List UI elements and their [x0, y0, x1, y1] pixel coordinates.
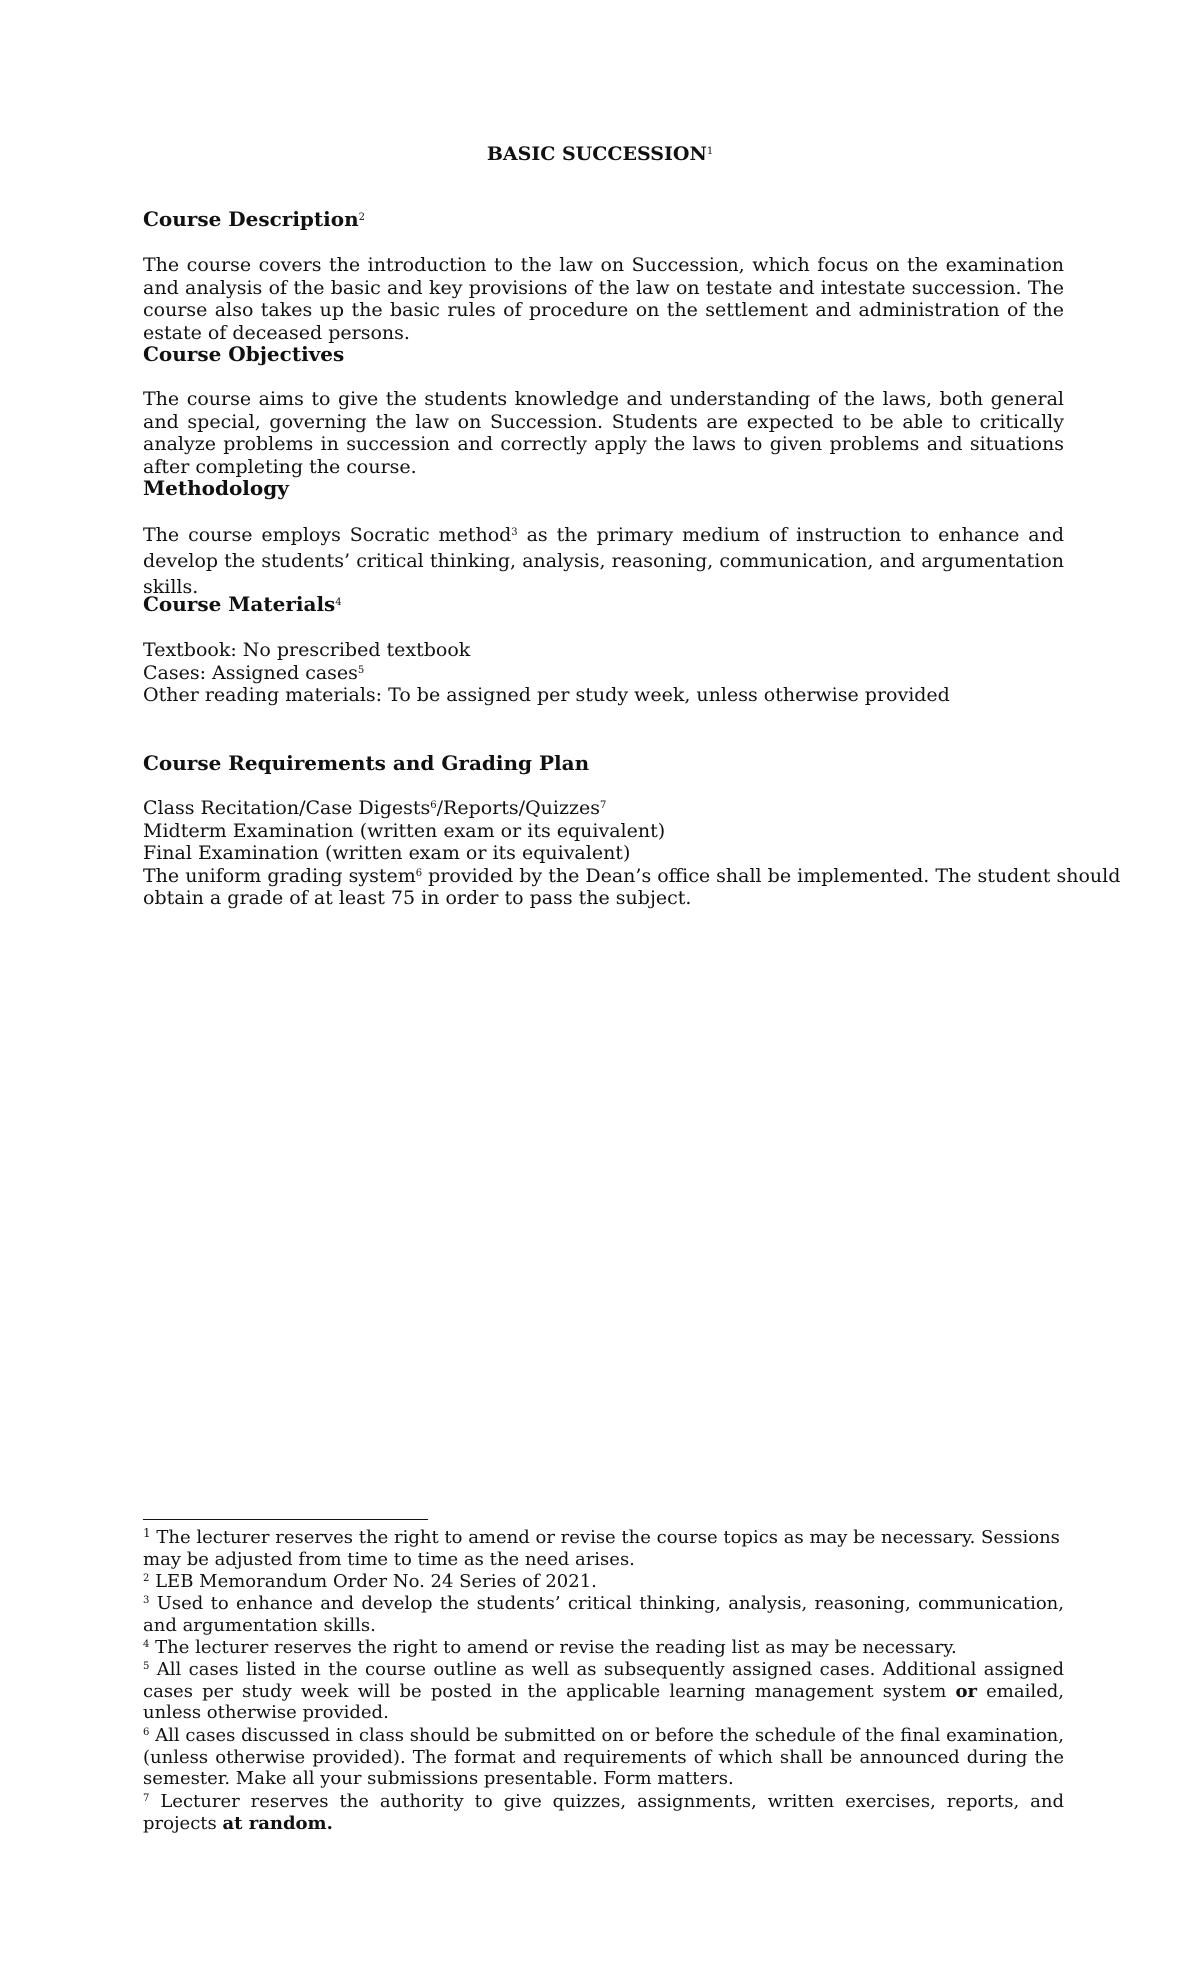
methodology-text-part-a: The course employs Socratic method — [143, 524, 512, 546]
footnote-7-number: 7 — [143, 1793, 150, 1804]
footnote-7-bold: at random. — [222, 1812, 333, 1834]
title-text: BASIC SUCCESSION — [486, 143, 707, 165]
requirement-grading-footnote-ref: 6 — [415, 867, 423, 879]
course-description-heading — [143, 207, 365, 231]
footnote-6-text: All cases discussed in class should be submitted on or before the schedule of the final examination, (unless otherwise provided). The format and requirements of which shall be announced during the semester. Make all your submissions presentable. Form matters. — [143, 1725, 1064, 1789]
requirement-recitation — [143, 797, 1064, 820]
requirement-recitation-footnote-ref-2: 7 — [599, 800, 607, 811]
title-footnote-ref: 1 — [706, 146, 714, 157]
footnote-1 — [143, 1527, 1064, 1570]
footnote-5-number: 5 — [143, 1661, 150, 1672]
course-requirements-heading: Course Requirements and Grading Plan — [143, 751, 590, 775]
footnote-2-text: LEB Memorandum Order No. 24 Series of 2021. — [149, 1571, 597, 1592]
materials-cases-footnote-ref: 5 — [357, 664, 365, 676]
requirement-grading-line-2: obtain a grade of at least 75 in order to pass the subject. — [143, 887, 692, 909]
materials-textbook: Textbook: No prescribed textbook — [143, 639, 471, 661]
requirement-recitation-part-b: /Reports/Quizzes — [436, 797, 600, 819]
footnote-5-bold: or — [955, 1680, 977, 1702]
footnote-6 — [143, 1725, 1064, 1790]
footnote-5-text-b: emailed, unless otherwise provided. — [143, 1680, 1064, 1723]
footnote-7-text: Lecturer reserves the authority to give quizzes, assignments, written exercises, reports, and projects — [143, 1791, 1064, 1834]
footnote-1-line-2: may be adjusted from time to time as the need arises. — [143, 1548, 635, 1570]
footnote-4-text: The lecturer reserves the right to amend or revise the reading list as may be necessary. — [149, 1637, 957, 1658]
materials-cases — [143, 662, 1064, 685]
requirement-final: Final Examination (written exam or its equivalent) — [143, 842, 631, 864]
footnote-3-text: Used to enhance and develop the students’ critical thinking, analysis, reasoning, communication, and argumentation skills. — [143, 1593, 1064, 1636]
methodology-heading: Methodology — [143, 476, 289, 500]
footnote-1-number: 1 — [143, 1526, 151, 1540]
course-description-footnote-ref: 2 — [358, 212, 365, 223]
footnote-3-number: 3 — [143, 1595, 150, 1606]
requirement-grading-part-b: provided by the Dean’s office shall be implemented. The student should — [422, 864, 1121, 887]
course-materials-heading — [143, 592, 342, 616]
footnote-2-number: 2 — [143, 1573, 150, 1584]
footnote-7 — [143, 1791, 1064, 1834]
requirement-recitation-footnote-ref-1: 6 — [430, 800, 437, 811]
materials-other: Other reading materials: To be assigned per study week, unless otherwise provided — [143, 684, 950, 706]
course-objectives-heading: Course Objectives — [143, 342, 345, 366]
methodology-text-part-b: as the primary medium of instruction to enhance and develop the students’ critical thinking, analysis, reasoning, communication, and argumentation skills. — [143, 524, 1064, 598]
footnote-separator — [143, 1519, 428, 1520]
footnote-4-number: 4 — [143, 1639, 150, 1650]
course-description-heading-text: Course Description — [143, 207, 359, 231]
requirement-recitation-part-a: Class Recitation/Case Digests — [143, 797, 431, 819]
footnote-1-line-1-text: The lecturer reserves the right to amend or revise the course topics as may be necessary. Sessions — [150, 1527, 1060, 1548]
course-materials-list — [143, 639, 1064, 707]
footnote-5-text-a: All cases listed in the course outline as well as subsequently assigned cases. Additional assigned cases per study week will be posted in the applicable learning management system — [143, 1659, 1064, 1702]
materials-cases-text: Cases: Assigned cases — [143, 661, 358, 684]
footnote-1-line-1 — [143, 1527, 1064, 1549]
requirement-grading-line-1 — [143, 864, 1121, 888]
course-materials-heading-text: Course Materials — [143, 592, 336, 616]
footnote-4 — [143, 1637, 1064, 1659]
course-materials-footnote-ref: 4 — [335, 597, 342, 608]
footnote-6-number: 6 — [143, 1727, 150, 1738]
course-requirements-list — [143, 797, 1121, 910]
footnote-3 — [143, 1593, 1064, 1636]
methodology-footnote-ref: 3 — [511, 527, 518, 538]
course-objectives-text: The course aims to give the students knowledge and understanding of the laws, both general and special, governing the law on Succession. Students are expected to be able to critically analyze problems in succession and correctly apply the laws to given problems and situations after completing the course. — [143, 388, 1064, 478]
footnote-5 — [143, 1659, 1064, 1724]
requirement-grading-part-a: The uniform grading system — [143, 864, 416, 887]
footnote-2 — [143, 1571, 1064, 1593]
requirement-midterm: Midterm Examination (written exam or its equivalent) — [143, 819, 666, 842]
document-title — [0, 143, 1200, 165]
methodology-text — [143, 522, 1064, 600]
course-description-text: The course covers the introduction to the law on Succession, which focus on the examination and analysis of the basic and key provisions of the law on testate and intestate succession. The course also takes up the basic rules of procedure on the settlement and administration of the estate of deceased persons. — [143, 254, 1064, 344]
